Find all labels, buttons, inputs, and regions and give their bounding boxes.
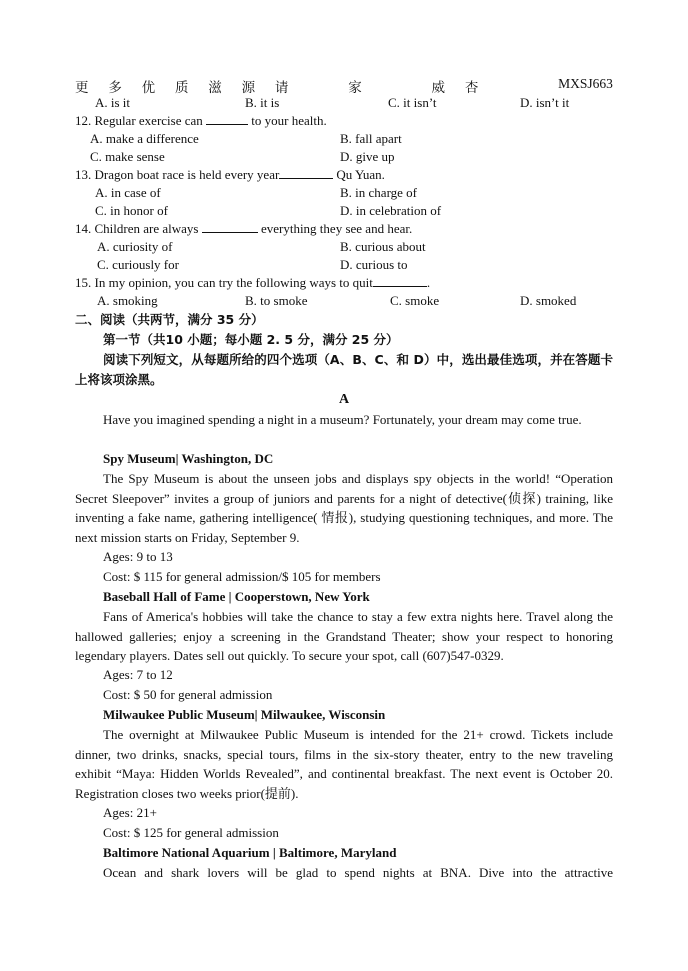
header-char: 质 xyxy=(174,80,189,96)
q12-blank xyxy=(206,112,248,125)
item-ages: Ages: 9 to 13 xyxy=(103,549,173,564)
page-header xyxy=(75,76,613,96)
header-char: 家 xyxy=(348,80,362,96)
q15-stem xyxy=(75,274,430,292)
part-title: 第一节（共10 小题；每小题 2. 5 分，满分 25 分） xyxy=(103,332,399,347)
q11-option-c: C. it isn’t xyxy=(388,95,437,110)
item-cost: Cost: $ 115 for general admission/$ 105 for members xyxy=(103,569,381,584)
q14-stem-start: 14. Children are always xyxy=(75,221,199,236)
q15-option-a: A. smoking xyxy=(97,293,158,308)
item-ages: Ages: 21+ xyxy=(103,805,157,820)
q14-blank xyxy=(202,220,258,233)
q15-option-c: C. smoke xyxy=(390,293,440,308)
q13-stem xyxy=(75,166,385,184)
q14-option-b: B. curious about xyxy=(340,239,426,254)
header-char: 优 xyxy=(141,80,156,96)
item-cost: Cost: $ 125 for general admission xyxy=(103,825,279,840)
item-body: Ocean and shark lovers will be glad to spend nights at BNA. Dive into the attractive xyxy=(103,865,613,880)
item-body: The Spy Museum is about the unseen jobs and displays spy objects in the world! “Operation Secret Sleepover” invites a group of juniors and parents for a night of detective(侦探) training, like inventing a fake name, gathering intelligence( 情报), studying questioning techniques, and more. The next mission starts on Friday, September 9. xyxy=(75,471,613,546)
q14-option-a: A. curiosity of xyxy=(97,239,173,254)
q15-option-d: D. smoked xyxy=(520,293,577,308)
q15-stem-start: 15. In my opinion, you can try the following ways to quit xyxy=(75,275,373,290)
q15-blank xyxy=(373,274,427,287)
passage-letter: A xyxy=(338,392,350,407)
q12-option-a: A. make a difference xyxy=(90,131,199,146)
header-char: 威 xyxy=(431,80,445,96)
q11-option-d: D. isn’t it xyxy=(520,95,570,110)
header-char: 更 xyxy=(75,80,89,96)
item-title: Baltimore National Aquarium | Baltimore, Maryland xyxy=(103,845,397,860)
q11-option-b: B. it is xyxy=(245,95,280,110)
item-body: The overnight at Milwaukee Public Museum is intended for the 21+ crowd. Tickets include dinner, two drinks, snacks, special tours, films in the six-story theater, entry to the new traveling exhibit “Maya: Hidden Worlds Revealed”, and continental breakfast. The next event is October 20. Registration closes two weeks prior(提前). xyxy=(75,727,613,802)
item-title: Spy Museum| Washington, DC xyxy=(103,451,274,466)
header-char: 请 xyxy=(274,80,289,96)
q12-stem xyxy=(75,112,327,130)
q15-option-b: B. to smoke xyxy=(245,293,308,308)
q14-stem xyxy=(75,220,412,238)
item-cost: Cost: $ 50 for general admission xyxy=(103,687,273,702)
header-char: 滋 xyxy=(208,80,222,96)
item-body: Fans of America's hobbies will take the chance to stay a few extra nights here. Travel along the hallowed galleries; enjoy a screening in the Grandstand Theater; show your respect to honoring legendary players. Dates sell out quickly. To secure your spot, call (607)547-0329. xyxy=(75,609,613,664)
q12-stem-start: 12. Regular exercise can xyxy=(75,113,203,128)
header-char: 杏 xyxy=(464,80,479,96)
q15-stem-end: . xyxy=(426,275,431,290)
q13-option-a: A. in case of xyxy=(95,185,161,200)
q12-option-c: C. make sense xyxy=(90,149,165,164)
q11-option-a: A. is it xyxy=(95,95,131,110)
q12-option-d: D. give up xyxy=(340,149,395,164)
q12-stem-end: to your health. xyxy=(251,113,327,128)
q14-option-d: D. curious to xyxy=(340,257,408,272)
item-title: Baseball Hall of Fame | Cooperstown, New York xyxy=(103,589,370,604)
section-title: 二、阅读（共两节，满分 35 分） xyxy=(75,312,264,327)
instruction-text: 阅读下列短文，从每题所给的四个选项（A、B、C、和 D）中，选出最佳选项，并在答题卡上将该项涂黑。 xyxy=(75,352,613,387)
header-code: MXSJ663 xyxy=(558,76,613,91)
q13-stem-start: 13. Dragon boat race is held every year xyxy=(75,167,280,182)
q13-blank xyxy=(279,166,333,179)
q14-option-c: C. curiously for xyxy=(97,257,179,272)
header-char: 多 xyxy=(108,80,122,96)
q12-option-b: B. fall apart xyxy=(340,131,402,146)
passage-intro: Have you imagined spending a night in a museum? Fortunately, your dream may come true. xyxy=(103,412,582,427)
header-char: 源 xyxy=(241,80,256,96)
item-ages: Ages: 7 to 12 xyxy=(103,667,173,682)
item-title: Milwaukee Public Museum| Milwaukee, Wisconsin xyxy=(103,707,386,722)
q13-stem-end: Qu Yuan. xyxy=(336,167,385,182)
q13-option-c: C. in honor of xyxy=(95,203,168,218)
q13-option-d: D. in celebration of xyxy=(340,203,442,218)
q13-option-b: B. in charge of xyxy=(340,185,418,200)
q14-stem-end: everything they see and hear. xyxy=(260,221,413,236)
